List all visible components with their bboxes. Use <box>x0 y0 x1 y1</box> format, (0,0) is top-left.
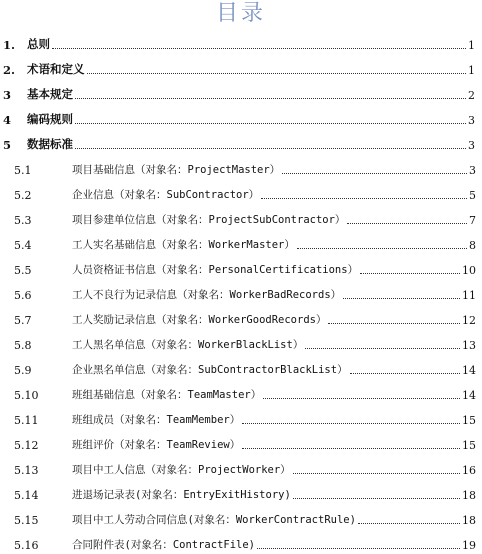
toc-entry-title: 总则 <box>27 37 50 51</box>
toc-entry[interactable] <box>0 104 482 129</box>
dot-leader <box>347 223 467 224</box>
dot-leader <box>263 398 460 399</box>
toc-entry-number: 3 <box>3 88 12 102</box>
toc-entry-title: 班组成员（对象名：TeamMember） <box>72 414 241 426</box>
toc-entry-title: 工人实名基础信息（对象名：WorkerMaster） <box>72 239 295 251</box>
toc-entry-page: 3 <box>468 139 475 152</box>
toc-entry[interactable] <box>0 479 482 504</box>
toc-entry[interactable] <box>0 204 482 229</box>
toc-entry-page: 8 <box>469 239 476 252</box>
toc-entry-number: 5.8 <box>14 339 32 352</box>
toc-entry-title: 项目基础信息（对象名：ProjectMaster） <box>72 164 281 176</box>
toc-entry-title: 工人黑名单信息（对象名：WorkerBlackList） <box>72 339 304 351</box>
toc-entry-page: 7 <box>469 214 476 227</box>
toc-entry-title: 项目中工人劳动合同信息(对象名：WorkerContractRule) <box>72 514 356 526</box>
dot-leader <box>75 123 466 124</box>
toc-entry-page: 5 <box>469 189 476 202</box>
toc-entry-page: 14 <box>462 364 476 377</box>
toc-entry[interactable] <box>0 54 482 79</box>
dot-leader <box>261 198 467 199</box>
toc-entry-number: 5.2 <box>14 189 32 202</box>
toc-entry-title: 数据标准 <box>27 137 73 151</box>
dot-leader <box>242 448 460 449</box>
toc-entry-title: 项目中工人信息（对象名：ProjectWorker） <box>72 464 291 476</box>
toc-entry-number: 5.12 <box>14 439 39 452</box>
toc-entry-number: 5.4 <box>14 239 32 252</box>
toc-entry-number: 5.13 <box>14 464 39 477</box>
toc-entry-number: 1. <box>3 38 16 52</box>
toc-entry-page: 12 <box>462 314 476 327</box>
toc-entry[interactable] <box>0 454 482 479</box>
toc-entry-title: 企业黑名单信息（对象名：SubContractorBlackList） <box>72 364 348 376</box>
toc-entry-page: 16 <box>462 464 476 477</box>
toc-entry-page: 18 <box>462 489 476 502</box>
toc-entry-number: 5.15 <box>14 514 39 527</box>
dot-leader <box>293 498 460 499</box>
toc-entry[interactable] <box>0 329 482 354</box>
toc-entry[interactable] <box>0 229 482 254</box>
toc-entry[interactable] <box>0 404 482 429</box>
dot-leader <box>242 423 460 424</box>
toc-entry-title: 术语和定义 <box>27 62 85 76</box>
toc-entry-title: 项目参建单位信息（对象名：ProjectSubContractor） <box>72 214 346 226</box>
toc-entry-page: 10 <box>462 264 476 277</box>
dot-leader <box>305 348 460 349</box>
toc-entry-title: 工人奖励记录信息（对象名：WorkerGoodRecords） <box>72 314 327 326</box>
toc-entry-title: 进退场记录表(对象名：EntryExitHistory) <box>72 489 291 501</box>
toc-entry[interactable] <box>0 79 482 104</box>
toc-entry[interactable] <box>0 279 482 304</box>
dot-leader <box>75 148 466 149</box>
toc-entry-number: 5.6 <box>14 289 32 302</box>
dot-leader <box>350 373 460 374</box>
dot-leader <box>293 473 460 474</box>
toc-entry-page: 1 <box>468 39 475 52</box>
toc-entry-number: 5 <box>3 138 12 152</box>
toc-entry-page: 1 <box>468 64 475 77</box>
toc-entry[interactable] <box>0 254 482 279</box>
toc-entry-number: 5.7 <box>14 314 32 327</box>
toc-list <box>0 29 482 554</box>
toc-entry[interactable] <box>0 379 482 404</box>
toc-entry[interactable] <box>0 29 482 54</box>
toc-entry-title: 编码规则 <box>27 112 73 126</box>
toc-entry[interactable] <box>0 354 482 379</box>
toc-entry-number: 5.5 <box>14 264 32 277</box>
toc-entry[interactable] <box>0 304 482 329</box>
toc-entry[interactable] <box>0 529 482 554</box>
toc-entry[interactable] <box>0 179 482 204</box>
toc-entry[interactable] <box>0 129 482 154</box>
toc-entry-number: 5.14 <box>14 489 39 502</box>
page-title: 目录 <box>215 1 266 26</box>
toc-entry-page: 18 <box>462 514 476 527</box>
toc-entry[interactable] <box>0 429 482 454</box>
toc-entry-page: 13 <box>462 339 476 352</box>
dot-leader <box>75 98 466 99</box>
toc-entry-page: 15 <box>462 439 476 452</box>
toc-entry-page: 3 <box>468 114 475 127</box>
toc-entry[interactable] <box>0 504 482 529</box>
toc-entry-number: 2. <box>3 63 16 77</box>
toc-entry-page: 19 <box>462 539 476 552</box>
toc-entry[interactable] <box>0 154 482 179</box>
dot-leader <box>328 323 460 324</box>
toc-entry-page: 14 <box>462 389 476 402</box>
dot-leader <box>343 298 460 299</box>
dot-leader <box>358 523 460 524</box>
toc-entry-number: 5.16 <box>14 539 39 552</box>
toc-entry-number: 5.9 <box>14 364 32 377</box>
dot-leader <box>360 273 460 274</box>
toc-entry-number: 5.1 <box>14 164 32 177</box>
toc-entry-page: 3 <box>469 164 476 177</box>
toc-entry-page: 11 <box>462 289 476 302</box>
dot-leader <box>297 248 467 249</box>
dot-leader <box>282 173 467 174</box>
dot-leader <box>87 73 467 74</box>
toc-entry-number: 5.10 <box>14 389 39 402</box>
toc-entry-title: 工人不良行为记录信息（对象名：WorkerBadRecords） <box>72 289 342 301</box>
toc-entry-title: 人员资格证书信息（对象名：PersonalCertifications） <box>72 264 359 276</box>
toc-entry-title: 班组评价（对象名：TeamReview） <box>72 439 241 451</box>
toc-entry-title: 基本规定 <box>27 87 73 101</box>
toc-entry-title: 合同附件表(对象名：ContractFile) <box>72 539 256 551</box>
toc-entry-title: 企业信息（对象名：SubContractor） <box>72 189 260 201</box>
toc-entry-number: 5.11 <box>14 414 39 427</box>
toc-entry-number: 4 <box>3 113 12 127</box>
toc-entry-number: 5.3 <box>14 214 32 227</box>
dot-leader <box>52 48 466 49</box>
toc-entry-page: 2 <box>468 89 475 102</box>
toc-entry-page: 15 <box>462 414 476 427</box>
toc-entry-title: 班组基础信息（对象名：TeamMaster） <box>72 389 262 401</box>
